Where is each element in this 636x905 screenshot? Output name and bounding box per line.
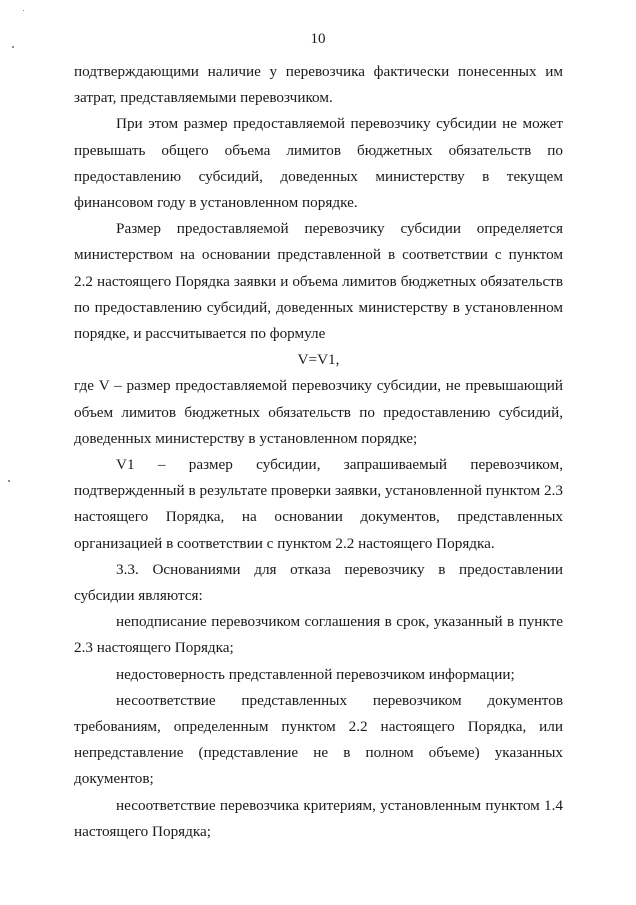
scan-speck: [12, 46, 14, 48]
scan-speck: [8, 480, 10, 482]
paragraph-3: Размер предоставляемой перевозчику субсидии определяется министерством на основании представленной в соответствии с пунктом 2.2 настоящего Порядка заявки и объема лимитов бюджетных обязательств по предоставлению субсидий, доведенных министерству в установленном порядке, и рассчитывается по формуле: [74, 220, 563, 343]
list-item-3: несоответствие представленных перевозчиком документов требованиям, определенным пунктом 2.2 настоящего Порядка, или непредставление (представление не в полном объеме) указанных документов;: [74, 691, 563, 788]
formula: V=V1,: [297, 351, 340, 369]
paragraph-definition-v1: V1 – размер субсидии, запрашиваемый перевозчиком, подтвержденный в результате проверки заявки, установленной пунктом 2.3 настоящего Порядка, на основании документов, представленных организацией в соответствии с пунктом 2.2 настоящего Порядка.: [74, 456, 563, 552]
paragraph-1: подтверждающими наличие у перевозчика фактически понесенных им затрат, представляемыми перевозчиком.: [74, 63, 563, 107]
paragraph-3-3: 3.3. Основаниями для отказа перевозчику в предоставлении субсидии являются:: [74, 560, 563, 605]
document-body: [74, 59, 563, 845]
page-number: 10: [310, 31, 326, 47]
list-item-4: несоответствие перевозчика критериям, установленным пунктом 1.4 настоящего Порядка;: [74, 796, 563, 840]
paragraph-2: При этом размер предоставляемой перевозчику субсидии не может превышать общего объема лимитов бюджетных обязательств по предоставлению субсидий, доведенных министерству в текущем финансовом году в установленном порядке.: [74, 115, 563, 212]
scan-speck: [23, 10, 24, 11]
paragraph-definition-v: где V – размер предоставляемой перевозчику субсидии, не превышающий объем лимитов бюджетных обязательств по предоставлению субсидий, доведенных министерству в установленном порядке;: [74, 377, 563, 447]
list-item-2: недостоверность представленной перевозчиком информации;: [116, 665, 515, 683]
list-item-1: неподписание перевозчиком соглашения в срок, указанный в пункте 2.3 настоящего Порядка;: [74, 613, 563, 657]
